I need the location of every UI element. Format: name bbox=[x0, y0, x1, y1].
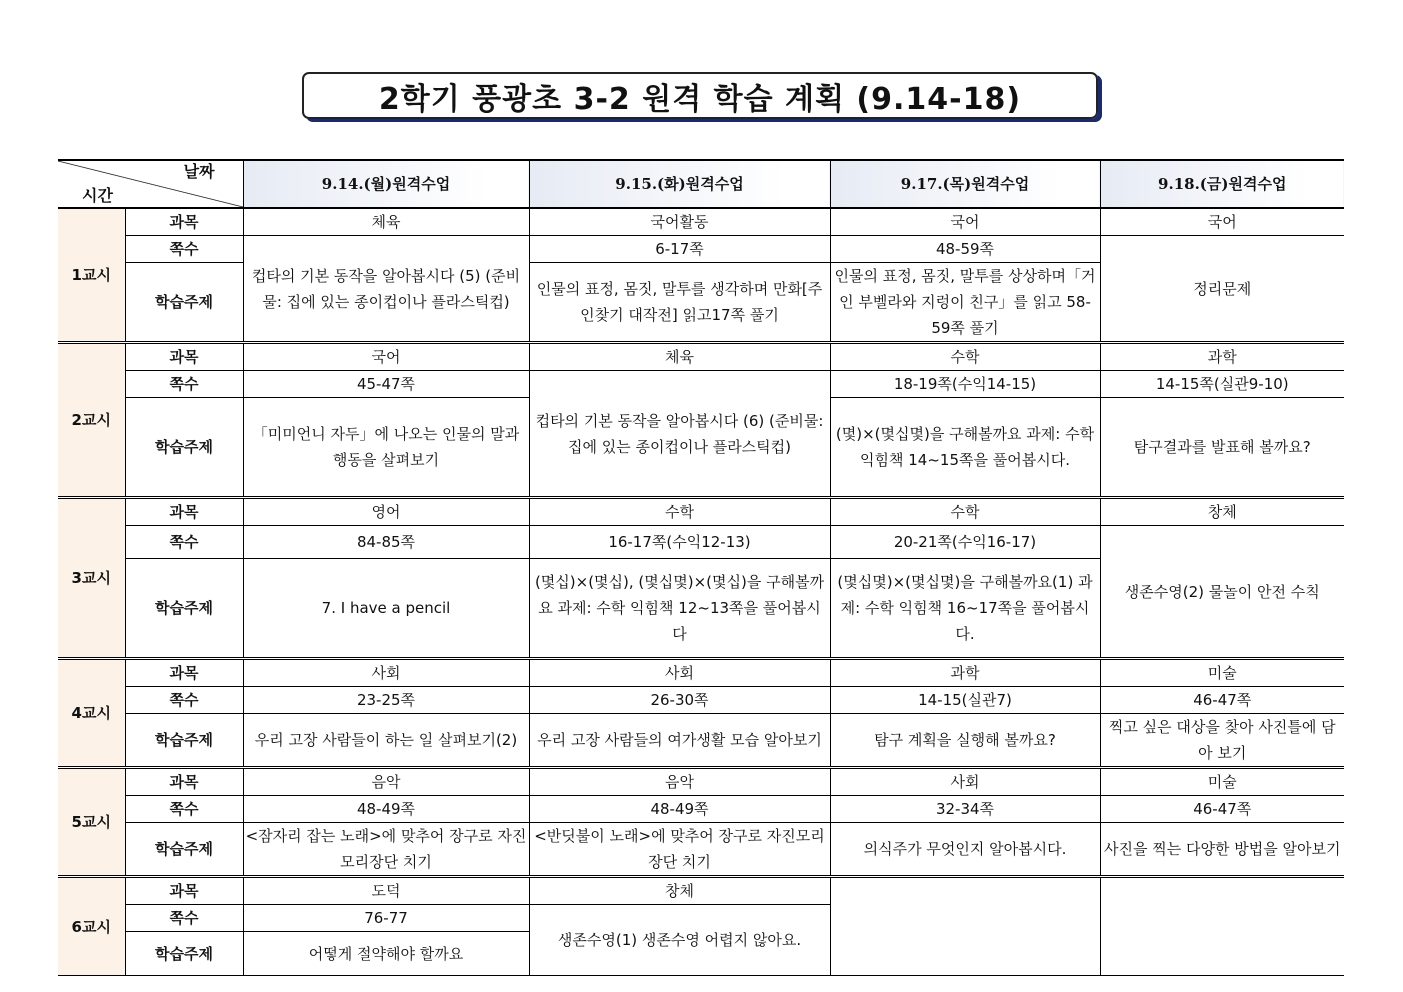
date-label: 날짜 bbox=[183, 162, 215, 181]
subject-cell: 음악 bbox=[243, 768, 529, 796]
table-row bbox=[58, 236, 1344, 263]
pages-label: 쪽수 bbox=[125, 796, 243, 823]
subject-cell: 사회 bbox=[830, 768, 1100, 796]
topic-cell: <반딧불이 노래>에 맞추어 장구로 자진모리장단 치기 bbox=[529, 823, 830, 877]
subject-cell: 체육 bbox=[529, 343, 830, 371]
pages-label: 쪽수 bbox=[125, 371, 243, 398]
subject-cell: 과학 bbox=[1100, 343, 1344, 371]
table-row bbox=[58, 526, 1344, 559]
period-4: 4교시 bbox=[58, 659, 125, 768]
topic-label: 학습주제 bbox=[125, 932, 243, 976]
pages-cell: 26-30쪽 bbox=[529, 687, 830, 714]
pages-cell: 20-21쪽(수익16-17) bbox=[830, 526, 1100, 559]
topic-cell: 탐구결과를 발표해 볼까요? bbox=[1100, 398, 1344, 498]
table-row bbox=[58, 877, 1344, 905]
subject-cell: 사회 bbox=[243, 659, 529, 687]
day-header-tue: 9.15.(화)원격수업 bbox=[529, 160, 830, 208]
topic-cell: 인물의 표정, 몸짓, 말투를 상상하며「거인 부벨라와 지렁이 친구」를 읽고 58-59쪽 풀기 bbox=[830, 263, 1100, 343]
empty-cell bbox=[830, 877, 1100, 976]
subject-label: 과목 bbox=[125, 877, 243, 905]
topic-label: 학습주제 bbox=[125, 263, 243, 343]
table-row bbox=[58, 687, 1344, 714]
subject-cell: 국어 bbox=[243, 343, 529, 371]
topic-label: 학습주제 bbox=[125, 823, 243, 877]
table-row bbox=[58, 343, 1344, 371]
table-row bbox=[58, 714, 1344, 768]
pages-cell: 76-77 bbox=[243, 905, 529, 932]
subject-cell: 미술 bbox=[1100, 768, 1344, 796]
topic-cell: 어떻게 절약해야 할까요 bbox=[243, 932, 529, 976]
subject-label: 과목 bbox=[125, 343, 243, 371]
empty-cell bbox=[1100, 877, 1344, 976]
topic-label: 학습주제 bbox=[125, 559, 243, 659]
topic-cell: 탐구 계획을 실행해 볼까요? bbox=[830, 714, 1100, 768]
pages-cell: 23-25쪽 bbox=[243, 687, 529, 714]
subject-label: 과목 bbox=[125, 768, 243, 796]
table-row bbox=[58, 659, 1344, 687]
subject-cell: 국어 bbox=[830, 208, 1100, 236]
topic-cell: 인물의 표정, 몸짓, 말투를 생각하며 만화[주인찾기 대작전] 읽고17쪽 풀기 bbox=[529, 263, 830, 343]
pages-cell: 14-15쪽(실관9-10) bbox=[1100, 371, 1344, 398]
subject-cell: 영어 bbox=[243, 498, 529, 526]
topic-cell: 정리문제 bbox=[1100, 236, 1344, 343]
topic-cell: (몇십몇)×(몇십몇)을 구해볼까요(1) 과제: 수학 익힘책 16~17쪽을 풀어봅시다. bbox=[830, 559, 1100, 659]
header-row bbox=[58, 160, 1344, 208]
subject-label: 과목 bbox=[125, 659, 243, 687]
pages-cell: 48-59쪽 bbox=[830, 236, 1100, 263]
pages-label: 쪽수 bbox=[125, 526, 243, 559]
subject-cell: 창체 bbox=[1100, 498, 1344, 526]
subject-cell: 창체 bbox=[529, 877, 830, 905]
period-6: 6교시 bbox=[58, 877, 125, 976]
subject-cell: 사회 bbox=[529, 659, 830, 687]
table-row bbox=[58, 796, 1344, 823]
subject-cell: 체육 bbox=[243, 208, 529, 236]
topic-cell: 생존수영(1) 생존수영 어렵지 않아요. bbox=[529, 905, 830, 976]
day-header-mon: 9.14.(월)원격수업 bbox=[243, 160, 529, 208]
topic-cell: 「미미언니 자두」에 나오는 인물의 말과 행동을 살펴보기 bbox=[243, 398, 529, 498]
pages-label: 쪽수 bbox=[125, 905, 243, 932]
page-title: 2학기 풍광초 3-2 원격 학습 계획 (9.14-18) bbox=[302, 72, 1098, 119]
schedule-table bbox=[58, 159, 1344, 976]
pages-cell: 14-15(실관7) bbox=[830, 687, 1100, 714]
topic-label: 학습주제 bbox=[125, 398, 243, 498]
subject-cell: 도덕 bbox=[243, 877, 529, 905]
table-row bbox=[58, 371, 1344, 398]
pages-cell: 16-17쪽(수익12-13) bbox=[529, 526, 830, 559]
topic-cell: 찍고 싶은 대상을 찾아 사진틀에 담아 보기 bbox=[1100, 714, 1344, 768]
table-row bbox=[58, 498, 1344, 526]
pages-label: 쪽수 bbox=[125, 236, 243, 263]
topic-cell: 컵타의 기본 동작을 알아봅시다 (5) (준비물: 집에 있는 종이컵이나 플라스틱컵) bbox=[243, 236, 529, 343]
subject-label: 과목 bbox=[125, 208, 243, 236]
topic-cell: 의식주가 무엇인지 알아봅시다. bbox=[830, 823, 1100, 877]
topic-cell: 우리 고장 사람들이 하는 일 살펴보기(2) bbox=[243, 714, 529, 768]
pages-cell: 18-19쪽(수익14-15) bbox=[830, 371, 1100, 398]
pages-cell: 48-49쪽 bbox=[529, 796, 830, 823]
topic-cell: (몇)×(몇십몇)을 구해볼까요 과제: 수학 익힘책 14~15쪽을 풀어봅시다. bbox=[830, 398, 1100, 498]
topic-label: 학습주제 bbox=[125, 714, 243, 768]
subject-cell: 미술 bbox=[1100, 659, 1344, 687]
topic-cell: 우리 고장 사람들의 여가생활 모습 알아보기 bbox=[529, 714, 830, 768]
topic-cell: (몇십)×(몇십), (몇십몇)×(몇십)을 구해볼까요 과제: 수학 익힘책 12~13쪽을 풀어봅시다 bbox=[529, 559, 830, 659]
topic-cell: 컵타의 기본 동작을 알아봅시다 (6) (준비물: 집에 있는 종이컵이나 플라스틱컵) bbox=[529, 371, 830, 498]
subject-cell: 수학 bbox=[529, 498, 830, 526]
pages-cell: 46-47쪽 bbox=[1100, 687, 1344, 714]
period-1: 1교시 bbox=[58, 208, 125, 343]
topic-cell: 생존수영(2) 물놀이 안전 수칙 bbox=[1100, 526, 1344, 659]
pages-cell: 32-34쪽 bbox=[830, 796, 1100, 823]
period-5: 5교시 bbox=[58, 768, 125, 877]
pages-cell: 6-17쪽 bbox=[529, 236, 830, 263]
pages-cell: 45-47쪽 bbox=[243, 371, 529, 398]
time-label: 시간 bbox=[82, 186, 113, 205]
day-header-fri: 9.18.(금)원격수업 bbox=[1100, 160, 1344, 208]
table-row bbox=[58, 208, 1344, 236]
subject-cell: 수학 bbox=[830, 498, 1100, 526]
pages-cell: 46-47쪽 bbox=[1100, 796, 1344, 823]
pages-label: 쪽수 bbox=[125, 687, 243, 714]
corner-cell bbox=[58, 160, 243, 208]
pages-cell: 48-49쪽 bbox=[243, 796, 529, 823]
table-row bbox=[58, 768, 1344, 796]
topic-cell: <잠자리 잡는 노래>에 맞추어 장구로 자진모리장단 치기 bbox=[243, 823, 529, 877]
pages-cell: 84-85쪽 bbox=[243, 526, 529, 559]
period-3: 3교시 bbox=[58, 498, 125, 659]
day-header-thu: 9.17.(목)원격수업 bbox=[830, 160, 1100, 208]
subject-cell: 과학 bbox=[830, 659, 1100, 687]
period-2: 2교시 bbox=[58, 343, 125, 498]
subject-cell: 수학 bbox=[830, 343, 1100, 371]
subject-label: 과목 bbox=[125, 498, 243, 526]
subject-cell: 국어활동 bbox=[529, 208, 830, 236]
subject-cell: 음악 bbox=[529, 768, 830, 796]
topic-cell: 7. I have a pencil bbox=[243, 559, 529, 659]
subject-cell: 국어 bbox=[1100, 208, 1344, 236]
topic-cell: 사진을 찍는 다양한 방법을 알아보기 bbox=[1100, 823, 1344, 877]
table-row bbox=[58, 823, 1344, 877]
